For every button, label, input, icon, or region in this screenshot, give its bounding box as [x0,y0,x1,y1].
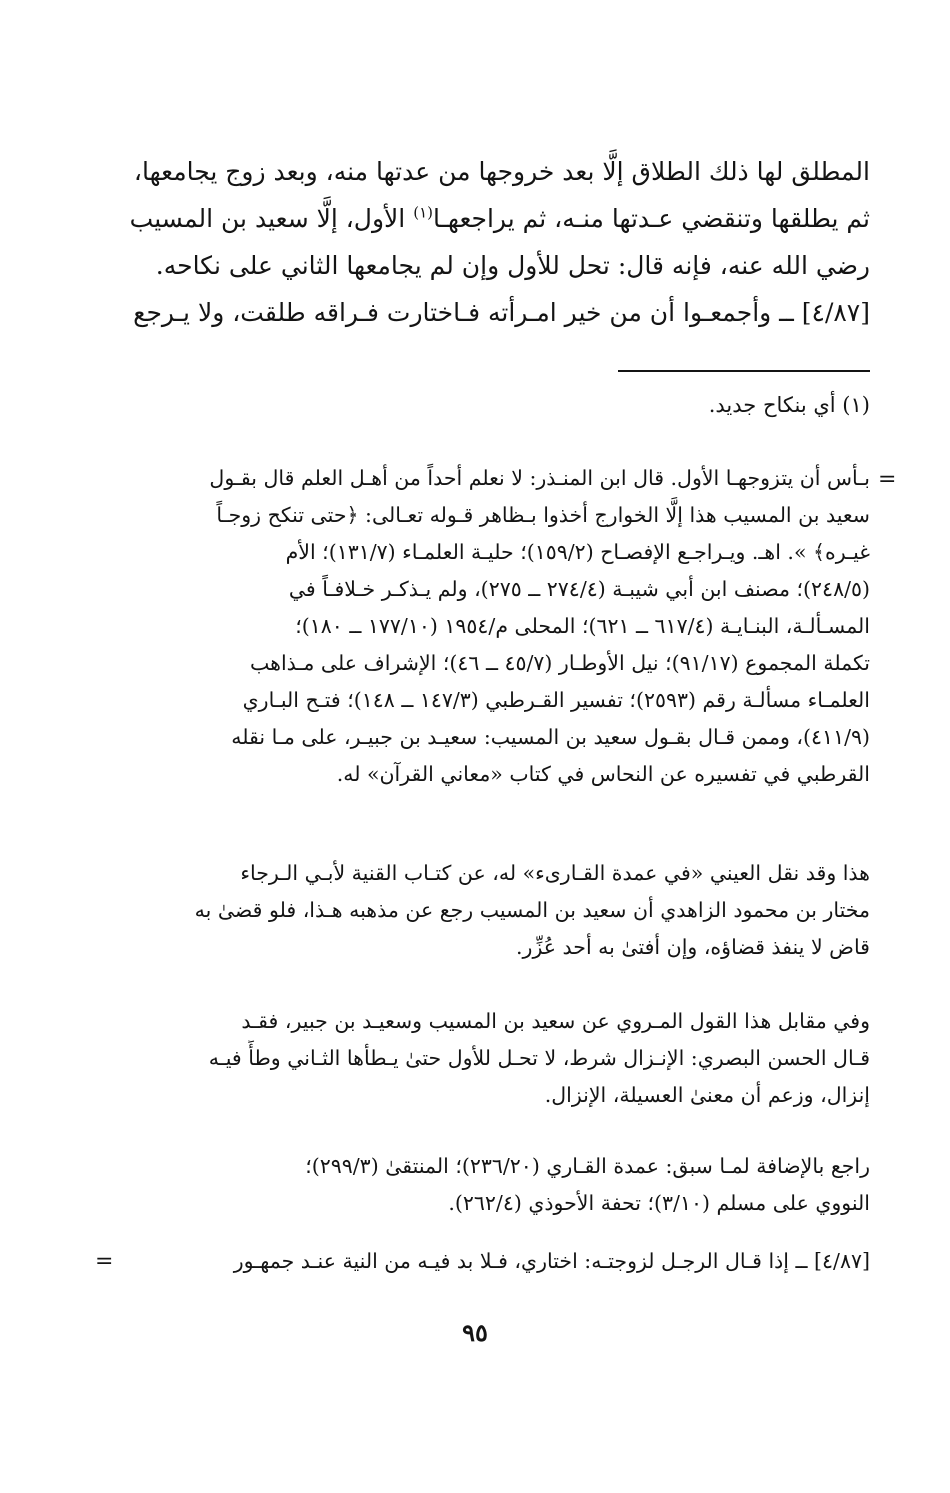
commentary-line: (٢٤٨/٥)؛ مصنف ابن أبي شيبـة (٢٧٤/٤ ــ ٢٧٥)، ولم يـذكـر خـلافـاً في [288,577,870,601]
commentary-line: العلمـاء مسألـة رقم (٢٥٩٣)؛ تفسير القـرطبي (١٤٧/٣ ــ ١٤٨)؛ فتـح البـاري [242,688,870,712]
commentary-line: غيـره﴾ ». اهـ. ويـراجـع الإفصـاح (١٥٩/٢)؛ حليـة العلمـاء (١٣١/٧)؛ الأم [285,540,870,564]
commentary-para-4 [128,1148,870,1222]
main-line-3: رضي الله عنه، فإنه قال: تحل للأول وإن لم يجامعها الثاني على نكاحه. [155,251,870,280]
main-line-4: [٤/٨٧] ــ وأجمعـوا أن من خير امـرأته فـاختارت فـراقه طلقت، ولا يـرجع [133,298,870,327]
commentary-line: (٤١١/٩)، وممن قـال بقـول سعيد بن المسيب: سعيـد بن جبيـر، على مـا نقله [231,725,870,749]
main-line-1: المطلق لها ذلك الطلاق إلَّا بعد خروجها من عدتها منه، وبعد زوج يجامعها، [133,157,870,186]
main-line-2 [130,195,870,242]
commentary-line: إنزال، وزعم أن معنىٰ العسيلة، الإنزال. [544,1083,870,1107]
footnote-separator [618,370,870,372]
commentary-para-3 [128,1003,870,1114]
commentary-line: وفي مقابل هذا القول المـروي عن سعيد بن المسيب وسعيـد بن جبير، فقـد [241,1009,870,1033]
commentary-line: القرطبي في تفسيره عن النحاس في كتاب «معاني القرآن» له. [336,762,870,786]
footnote [130,383,870,427]
page-number: ٩٥ [462,1318,488,1347]
commentary-para-2 [128,855,870,966]
commentary-line: [٤/٨٧] ــ إذا قـال الرجـل لزوجتـه: اختاري، فـلا بد فيـه من النية عنـد جمهـور [233,1249,870,1273]
main-text [130,148,870,336]
main-line-2-head: ثم يطلقها وتنقضي عـدتها منـه، ثم يراجعهـا [432,204,870,233]
commentary-line: قاض لا ينفذ قضاؤه، وإن أفتىٰ به أحد عُزِّر. [516,935,870,959]
commentary-line: النووي على مسلم (٣/١٠)؛ تحفة الأحوذي (٢٦٢/٤). [448,1191,870,1215]
footnote-marker[interactable]: (١) [413,203,433,222]
footnote-text: (١) أي بنكاح جديد. [708,393,870,417]
commentary-line: قـال الحسن البصري: الإنـزال شرط، لا تحـل للأول حتىٰ يـطأها الثـاني وطأً فيـه [208,1046,870,1070]
continuation-mark-right: = [95,1249,114,1274]
commentary-para-5 [142,1243,870,1280]
commentary-line: بـأس أن يتزوجهـا الأول. قال ابن المنـذر: لا نعلم أحداً من أهـل العلم قال بقـول [209,466,870,490]
commentary-para-1 [128,460,870,793]
commentary-line: راجع بالإضافة لمـا سبق: عمدة القـاري (٢٣٦/٢٠)؛ المنتقىٰ (٢٩٩/٣)؛ [305,1154,870,1178]
commentary-line: هذا وقد نقل العيني «في عمدة القـارىء» له، عن كتـاب القنية لأبـي الـرجاء [240,861,870,885]
main-line-2-tail: الأول، إلَّا سعيد بن المسيب [130,204,406,233]
continuation-mark-left: = [878,467,897,492]
commentary-line: تكملة المجموع (٩١/١٧)؛ نيل الأوطـار (٤٥/٧ ــ ٤٦)؛ الإشراف على مـذاهب [250,651,870,675]
commentary-line: المسـألـة، البنـايـة (٦١٧/٤ ــ ٦٢١)؛ المحلى م/١٩٥٤ (١٧٧/١٠ ــ ١٨٠)؛ [295,614,870,638]
commentary-line: مختار بن محمود الزاهدي أن سعيد بن المسيب رجع عن مذهبه هـذا، فلو قضىٰ به [194,898,870,922]
commentary-line: سعيد بن المسيب هذا إلَّا الخوارج أخذوا بـظاهر قـوله تعـالى: ﴿حتى تنكح زوجـاً [216,503,870,527]
